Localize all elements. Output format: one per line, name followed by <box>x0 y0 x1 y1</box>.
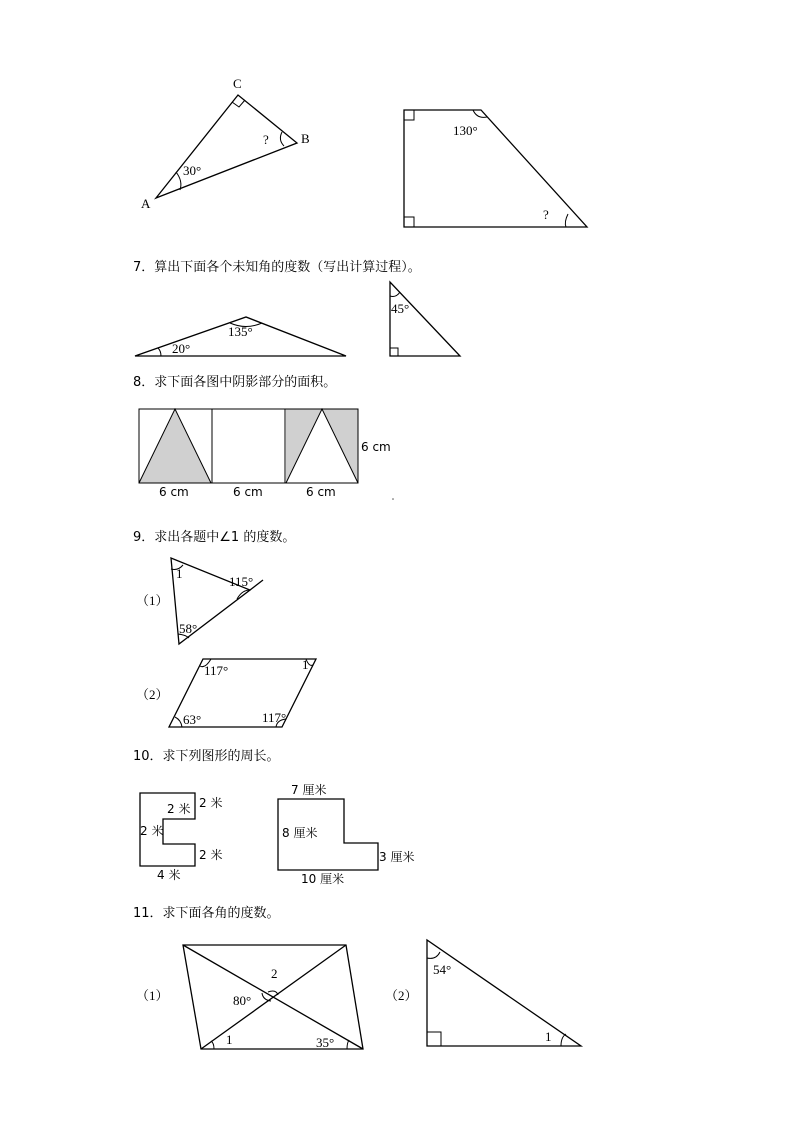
angle-80-label: 80° <box>233 993 252 1008</box>
question-8: 8．求下面各图中阴影部分的面积。 <box>133 375 337 390</box>
q11-part-1-label: （1） <box>136 988 169 1003</box>
triangle-exterior-angle <box>171 558 263 644</box>
question-7: 7．算出下面各个未知角的度数（写出计算过程）。 <box>133 260 421 275</box>
c-left-label: 2 米 <box>140 824 164 838</box>
label-c: C <box>233 76 242 91</box>
angle-a-label: 30° <box>183 163 202 178</box>
q9-part-1-label: （1） <box>136 593 169 608</box>
angle-1-label: 1 <box>176 566 183 581</box>
width-label-1: 6 cm <box>159 485 189 499</box>
shaded-area-figure <box>139 409 391 499</box>
c-bottom-label: 4 米 <box>157 868 181 882</box>
q9-part-2-label: （2） <box>136 687 169 702</box>
l-bottom-label: 10 厘米 <box>301 872 345 886</box>
obtuse-triangle <box>135 317 346 356</box>
angle-1-label-11: 1 <box>226 1032 233 1047</box>
c-top-right-label: 2 米 <box>199 796 223 810</box>
l-left-label: 8 厘米 <box>282 826 318 840</box>
question-9: 9．求出各题中∠1 的度数。 <box>133 530 296 545</box>
height-label: 6 cm <box>361 440 391 454</box>
exterior-angle-115: 115° <box>229 574 254 589</box>
q11-part-2-label: （2） <box>385 988 418 1003</box>
l-top-label: 7 厘米 <box>291 783 327 797</box>
angle-117-bottom: 117° <box>262 710 287 725</box>
angle-2-label: 2 <box>271 966 278 981</box>
trapezoid-unknown: ? <box>543 207 549 222</box>
question-11: 11．求下面各角的度数。 <box>133 906 280 921</box>
width-label-2: 6 cm <box>233 485 263 499</box>
angle-117-top: 117° <box>204 663 229 678</box>
angle-54-label: 54° <box>433 962 452 977</box>
c-shape-figure <box>140 793 222 882</box>
parallelogram-angles <box>169 657 316 727</box>
angle-135-label: 135° <box>228 324 253 339</box>
angle-45-label: 45° <box>391 301 410 316</box>
label-b: B <box>301 131 310 146</box>
angle-1-label-tri: 1 <box>545 1029 552 1044</box>
unknown-angle-b: ? <box>263 132 269 147</box>
l-right-label: 3 厘米 <box>379 850 415 864</box>
width-label-3: 6 cm <box>306 485 336 499</box>
c-bottom-right-label: 2 米 <box>199 848 223 862</box>
angle-1-top-right: 1 <box>302 657 309 672</box>
c-top-inner-label: 2 米 <box>167 802 191 816</box>
angle-20-label: 20° <box>172 341 191 356</box>
trapezoid-angle-label: 130° <box>453 123 478 138</box>
angle-58-label: 58° <box>179 621 198 636</box>
right-triangle-45 <box>390 282 460 356</box>
l-shape-figure <box>278 782 414 886</box>
angle-63-label: 63° <box>183 712 202 727</box>
label-a: A <box>141 196 151 211</box>
question-10: 10．求下列图形的周长。 <box>133 749 280 764</box>
angle-35-label: 35° <box>316 1035 335 1050</box>
right-trapezoid <box>404 110 587 227</box>
triangle-abc <box>141 76 310 211</box>
parallelogram-diagonals <box>183 945 363 1050</box>
right-triangle-54 <box>427 940 581 1046</box>
